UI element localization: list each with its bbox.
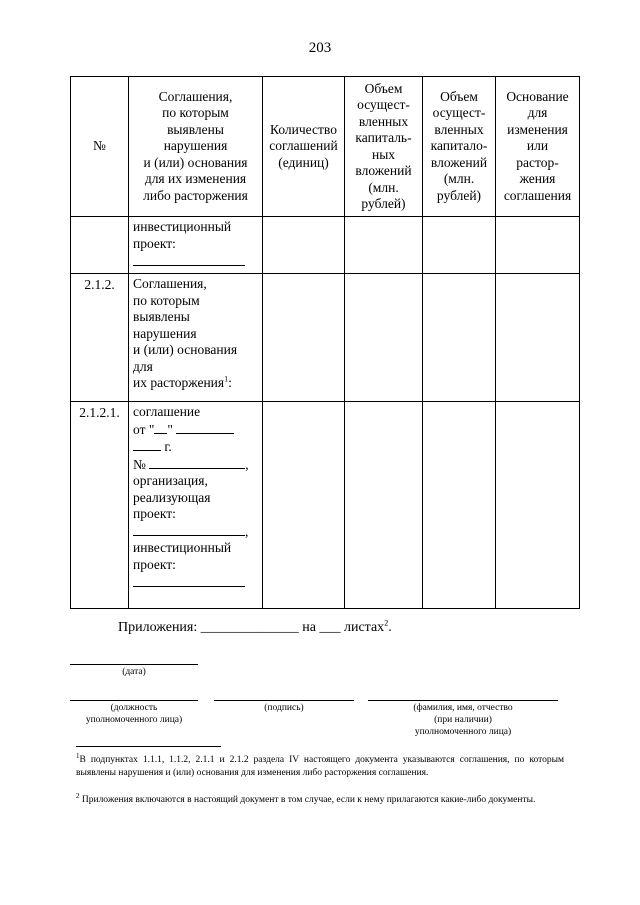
row-text-line: нарушения bbox=[133, 325, 197, 341]
header-text-line: вложений bbox=[430, 154, 488, 170]
cell-basis[interactable] bbox=[496, 274, 580, 402]
page-number: 203 bbox=[308, 40, 332, 56]
header-text-line: Объем bbox=[364, 80, 403, 96]
row-description bbox=[129, 402, 263, 609]
header-volume-investments bbox=[423, 77, 496, 217]
row-text-line: № , bbox=[133, 456, 249, 472]
header-text-line: соглашений bbox=[269, 138, 338, 154]
organization-blank[interactable] bbox=[133, 523, 245, 536]
row-text-line: их расторжения$^1$: bbox=[133, 374, 232, 390]
attachments-line: Приложения: ______________ на ___ листах$^2$. bbox=[118, 618, 392, 635]
footnote-mark: 1 bbox=[224, 374, 229, 384]
cell-volume-investments[interactable] bbox=[423, 274, 496, 402]
full-name-line[interactable] bbox=[368, 700, 558, 701]
date-line[interactable] bbox=[70, 664, 198, 665]
header-text-line: (млн. bbox=[368, 179, 399, 195]
row-description bbox=[129, 217, 263, 274]
header-text-line: осущест- bbox=[357, 97, 410, 112]
header-text-line: растор- bbox=[516, 154, 559, 170]
header-agreements bbox=[129, 77, 263, 217]
header-text-line: вленных bbox=[358, 113, 409, 129]
header-text-line: рублей) bbox=[436, 187, 482, 203]
header-number: № bbox=[71, 77, 129, 217]
cell-basis[interactable] bbox=[496, 402, 580, 609]
row-text-line: для bbox=[133, 358, 153, 374]
header-volume-capital bbox=[345, 77, 423, 217]
agreements-table bbox=[70, 76, 580, 609]
footnote-mark: 2 bbox=[384, 618, 389, 628]
row-text-line: организация, bbox=[133, 473, 208, 488]
header-text-line: Основание bbox=[506, 88, 569, 104]
attachments-pages-blank[interactable]: ______________ bbox=[200, 620, 299, 635]
table-row bbox=[71, 217, 580, 274]
header-text-line: осущест- bbox=[432, 105, 486, 121]
header-text-line: для их изменения bbox=[144, 171, 247, 187]
header-text-line: для bbox=[527, 105, 548, 121]
date-caption: (дата) bbox=[122, 667, 146, 677]
table-header-row bbox=[71, 77, 580, 217]
header-text-line: вленных bbox=[434, 121, 484, 137]
attachments-sheets-blank[interactable]: ___ bbox=[319, 620, 341, 635]
row-text-line: по которым bbox=[133, 292, 200, 308]
day-blank[interactable] bbox=[154, 421, 167, 434]
cell-volume-investments[interactable] bbox=[423, 217, 496, 274]
header-text-line: (единиц) bbox=[278, 154, 329, 170]
cell-basis[interactable] bbox=[496, 217, 580, 274]
header-text-line: по которым bbox=[162, 105, 229, 121]
cell-count[interactable] bbox=[263, 217, 345, 274]
number-blank[interactable] bbox=[149, 456, 245, 469]
row-text-line: инвестиционный bbox=[133, 219, 232, 234]
row-description bbox=[129, 274, 263, 402]
footnote-mark: 2 bbox=[76, 791, 80, 800]
cell-volume-capital[interactable] bbox=[345, 217, 423, 274]
footnote-mark: 1 bbox=[76, 751, 80, 760]
row-text-line: реализующая bbox=[133, 489, 211, 505]
header-text-line: и (или) основания bbox=[143, 154, 248, 170]
footnote-separator bbox=[76, 746, 221, 747]
row-text-line: проект: bbox=[133, 506, 176, 521]
row-text-line: и (или) основания bbox=[133, 342, 238, 357]
project-blank[interactable] bbox=[133, 573, 245, 587]
footnote-1: $^1$В подпунктах 1.1.1, 1.1.2, 2.1.1 и 2.1.2 раздела IV настоящего документа указываются соглашения, по которым выявлены нарушения и (или) основания для изменения либо расторжения соглашения. bbox=[76, 751, 564, 778]
row-text-line: , bbox=[133, 523, 258, 541]
header-text-line: или bbox=[526, 138, 549, 154]
row-number bbox=[71, 217, 129, 274]
header-text-line: Объем bbox=[440, 88, 478, 104]
signature-caption: (подпись) bbox=[264, 703, 304, 713]
header-text-line: ных bbox=[371, 146, 396, 162]
header-text-line: выявлены bbox=[167, 121, 224, 137]
cell-volume-capital[interactable] bbox=[345, 402, 423, 609]
row-text-line: проект: bbox=[133, 556, 176, 572]
signature-line[interactable] bbox=[214, 700, 354, 701]
header-text-line: Соглашения, bbox=[158, 88, 233, 104]
header-text-line: капиталь- bbox=[355, 130, 412, 145]
position-line[interactable] bbox=[70, 700, 198, 701]
header-text-line: рублей) bbox=[361, 196, 406, 211]
header-text-line: либо расторжения bbox=[143, 187, 248, 203]
header-basis bbox=[496, 77, 580, 217]
header-text-line: (млн. bbox=[443, 171, 475, 187]
header-text-line: жения bbox=[519, 171, 556, 187]
header-text-line: изменения bbox=[507, 121, 568, 137]
fill-in-line[interactable] bbox=[133, 252, 245, 266]
cell-volume-investments[interactable] bbox=[423, 402, 496, 609]
header-text-line: нарушения bbox=[163, 138, 228, 154]
month-blank[interactable] bbox=[176, 421, 234, 434]
footnote-2: $^2$ Приложения включаются в настоящий документ в том случае, если к нему прилагаются какие-либо документы. bbox=[76, 791, 536, 805]
header-text-line: вложений bbox=[355, 163, 412, 178]
row-text-line: Соглашения, bbox=[133, 276, 207, 291]
position-caption: (должность уполномоченного лица) bbox=[85, 703, 183, 725]
row-text-line: г. bbox=[133, 438, 258, 456]
header-text-line: соглашения bbox=[503, 187, 572, 203]
cell-count[interactable] bbox=[263, 274, 345, 402]
header-text-line: капитало- bbox=[430, 138, 488, 154]
row-text-line: инвестиционный bbox=[133, 540, 232, 555]
row-text-line: соглашение bbox=[133, 404, 201, 419]
header-text-line: Количество bbox=[270, 121, 337, 137]
year-blank[interactable] bbox=[133, 438, 161, 451]
row-number: 2.1.2.1. bbox=[71, 402, 129, 609]
table-row bbox=[71, 274, 580, 402]
row-text-line: проект: bbox=[133, 235, 176, 251]
row-text-line: выявлены bbox=[133, 309, 190, 324]
cell-count[interactable] bbox=[263, 402, 345, 609]
cell-volume-capital[interactable] bbox=[345, 274, 423, 402]
header-count bbox=[263, 77, 345, 217]
table-row bbox=[71, 402, 580, 609]
row-number: 2.1.2. bbox=[71, 274, 129, 402]
row-text-line: от " " bbox=[133, 421, 258, 439]
full-name-caption: (фамилия, имя, отчество (при наличии) уполномоченного лица) bbox=[413, 703, 513, 737]
